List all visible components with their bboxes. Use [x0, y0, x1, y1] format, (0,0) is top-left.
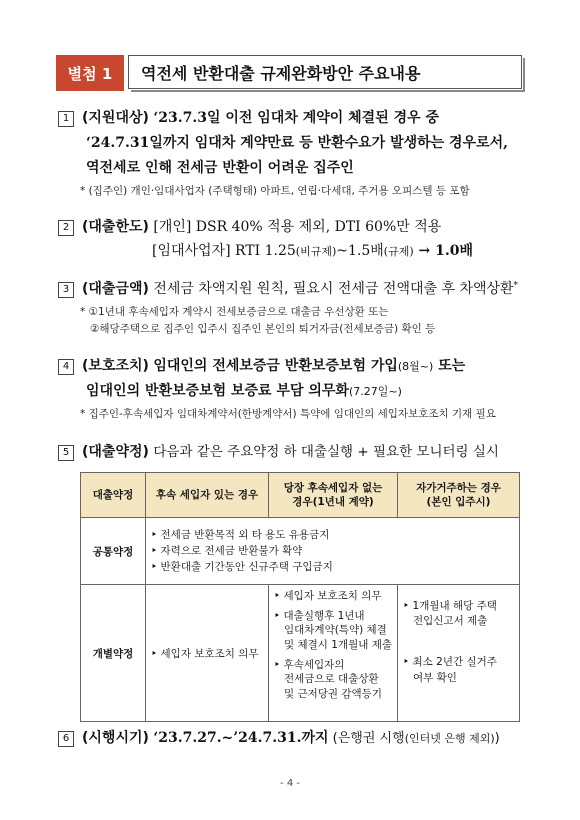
table-header	[269, 473, 398, 518]
list-item: 및 체결시 1개월내 제출	[284, 639, 392, 652]
list-item: ‣ 반환대출 기간동안 신규주택 구입금지	[151, 561, 333, 574]
list-item: ‣ 최소 2년간 실거주	[403, 656, 497, 669]
table-header	[398, 473, 520, 518]
header-text: 경우(1년내 계약)	[292, 496, 374, 508]
section-number-3: 3	[58, 282, 74, 298]
row-label-common: 공통약정	[81, 518, 146, 585]
section-1-text-3: 역전세로 인해 전세금 반환이 어려운 집주인	[86, 160, 354, 176]
section-4-heading: (보호조치)	[82, 358, 149, 374]
section-3-text-1: 전세금 차액지원 원칙, 필요시 전세금 전액대출 후 차액상환	[153, 281, 514, 297]
list-item: 및 근저당권 감액등기	[284, 688, 382, 701]
page-number: - 4 -	[280, 778, 300, 789]
section-4-line-2	[86, 380, 402, 400]
section-number-1: 1	[58, 111, 74, 127]
section-5-heading: (대출약정)	[82, 444, 149, 460]
cell-no-tenant	[269, 585, 398, 722]
section-number-2: 2	[58, 220, 74, 236]
list-item: 여부 확인	[413, 671, 457, 684]
section-4-text-2: 임대인의 반환보증보험 보증료 부담 의무화	[86, 383, 349, 399]
appendix-badge: 별첨 1	[56, 55, 124, 91]
section-4-line-1	[58, 355, 465, 375]
section-6-line-1	[58, 727, 500, 747]
table-header: 대출약정	[81, 473, 146, 518]
section-1-line-1	[58, 107, 439, 127]
loan-covenant-table	[80, 472, 520, 722]
section-2-heading: (대출한도)	[82, 219, 149, 235]
table-header: 후속 세입자 있는 경우	[146, 473, 269, 518]
list-item: 전세금으로 대출상환	[284, 673, 379, 686]
section-4-note: * 집주인-후속세입자 임대차계약서(한방계약서) 특약에 임대인의 세입자보호조치 기재 필요	[80, 408, 496, 420]
section-1-text-1: ‘23.7.3일 이전 임대차 계약이 체결된 경우 중	[153, 110, 440, 126]
section-4-date-1: (8월~)	[397, 360, 434, 373]
list-item: ‣ 자력으로 전세금 반환불가 확약	[151, 544, 303, 557]
table-row	[81, 518, 520, 585]
list-item: ‣ 대출실행후 1년내	[274, 609, 365, 622]
section-4-or: 또는	[433, 358, 466, 374]
page-title	[128, 55, 522, 89]
section-3-heading: (대출금액)	[82, 281, 149, 297]
section-4-text-1: 임대인의 전세보증금 반환보증보험 가입	[153, 358, 398, 374]
section-2-rti: [임대사업자] RTI 1.25	[152, 243, 296, 259]
list-item: ‣ 1개월내 해당 주택	[403, 600, 497, 612]
section-4-date-2: (7.27일~)	[348, 385, 402, 398]
section-6-scope: (은행권 시행	[328, 731, 405, 746]
list-item: ‣ 세입자 보호조치 의무	[274, 590, 382, 602]
section-1-text-2: ‘24.7.31일까지 임대차 계약만료 등 반환수요가 발생하는 경우로서,	[86, 135, 509, 151]
section-2-range: ~1.5배	[336, 243, 384, 259]
list-item: 임대차계약(특약) 체결	[284, 624, 387, 637]
list-item: ‣ 전세금 반환목적 외 타 용도 유용금지	[151, 528, 330, 541]
section-3-footnote-mark: *	[513, 280, 519, 291]
section-2-result: → 1.0배	[413, 243, 473, 259]
header-text: 당장 후속세입자 없는	[283, 481, 383, 494]
section-6-exclusion: (인터넷 은행 제외)	[404, 732, 495, 745]
table-row	[81, 585, 520, 722]
header-text: 자가거주하는 경우	[416, 481, 501, 494]
section-2-line-2	[152, 240, 473, 260]
section-1-note: * (집주인) 개인·임대사업자 (주택형태) 아파트, 연립·다세대, 주거용 오피스텔 등 포함	[80, 185, 470, 197]
section-3-line-1	[58, 278, 518, 298]
section-1-line-2	[86, 132, 508, 152]
section-1-heading: (지원대상)	[82, 110, 149, 126]
section-1-line-3	[86, 157, 354, 177]
section-6-close: )	[494, 731, 500, 746]
section-3-note-2: ②해당주택으로 집주인 입주시 집주인 본인의 퇴거자금(전세보증금) 확인 등	[90, 323, 436, 335]
section-2-line-1	[58, 216, 441, 236]
section-3-note-1: * ①1년내 후속세입자 계약시 전세보증금으로 대출금 우선상환 또는	[80, 306, 389, 318]
table-header-row	[81, 473, 520, 518]
page-title-text: 역전세 반환대출 규제완화방안 주요내용	[141, 63, 421, 83]
section-6-period: ‘23.7.27.~’24.7.31.까지	[153, 730, 329, 746]
section-number-5: 5	[58, 445, 74, 461]
list-item: 전입신고서 제출	[413, 615, 488, 628]
section-5-line-1	[58, 440, 499, 461]
section-number-4: 4	[58, 359, 74, 375]
cell-self-occupy	[398, 585, 520, 722]
section-2-nonreg: (비규제)	[295, 245, 337, 258]
section-2-reg: (규제)	[383, 245, 414, 258]
section-2-text-1: [개인] DSR 40% 적용 제외, DTI 60%만 적용	[153, 219, 442, 235]
section-5-text-1: 다음과 같은 주요약정 하 대출실행 + 필요한 모니터링 실시	[153, 444, 499, 460]
header-text: (본인 입주시)	[426, 496, 491, 508]
section-number-6: 6	[58, 731, 74, 747]
cell-with-tenant: ‣ 세입자 보호조치 의무	[146, 585, 269, 722]
section-6-heading: (시행시기)	[82, 730, 149, 746]
list-item: ‣ 후속세입자의	[274, 658, 345, 671]
row-label-individual: 개별약정	[81, 585, 146, 722]
common-covenants	[146, 518, 520, 585]
